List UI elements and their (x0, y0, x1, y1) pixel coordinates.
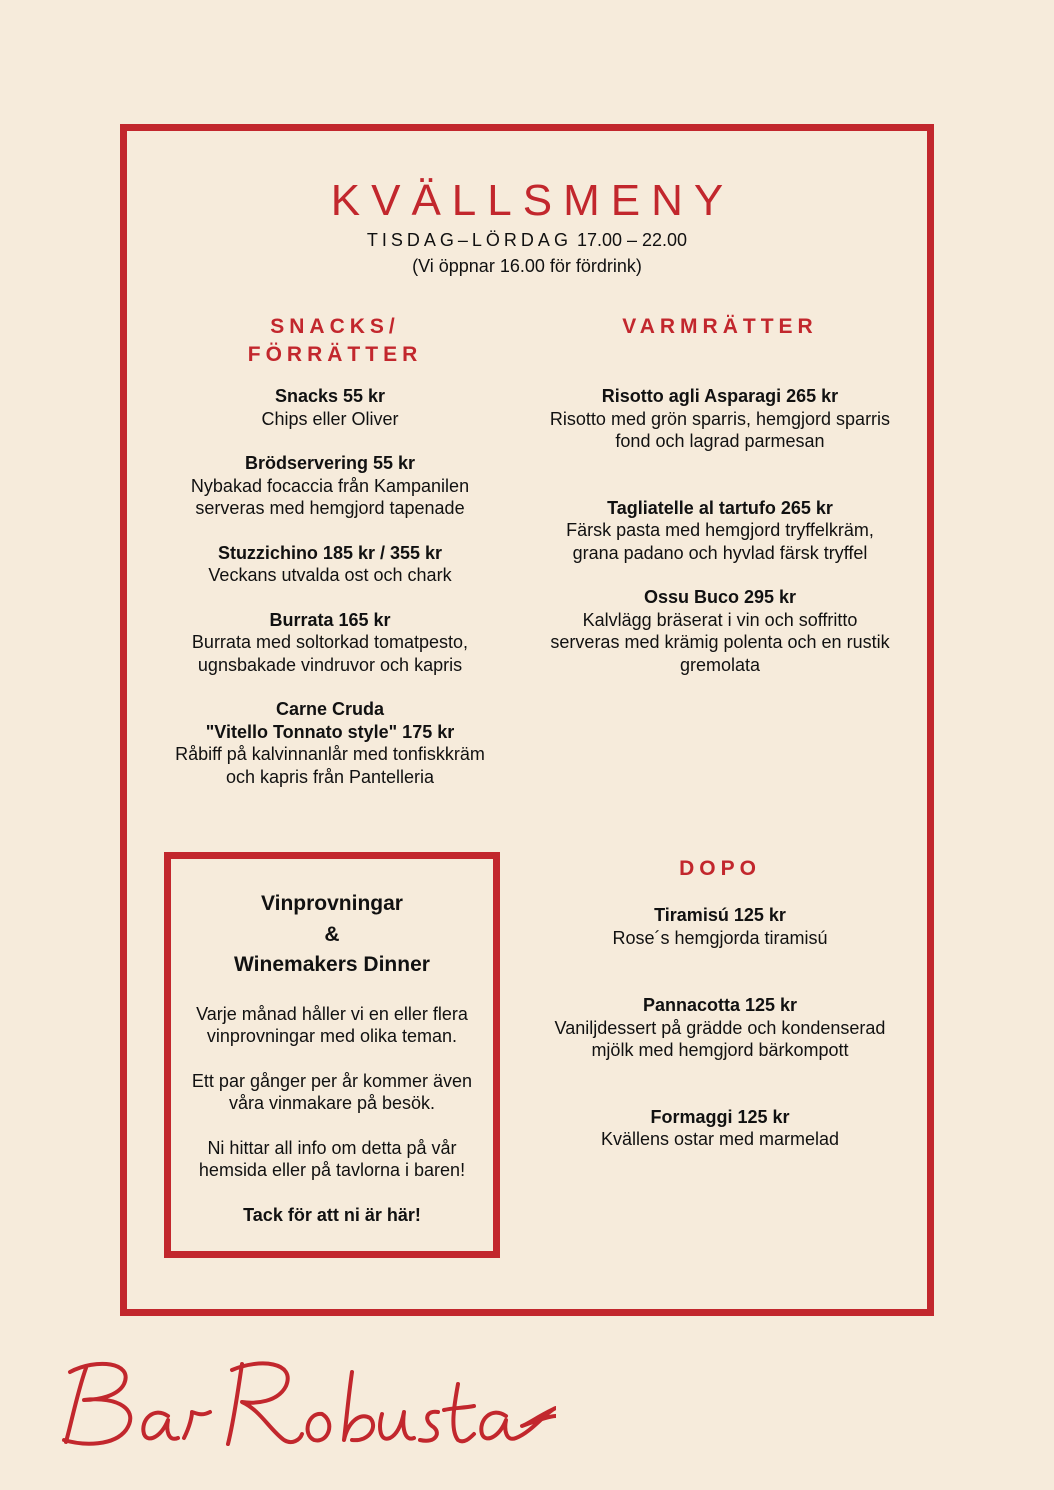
item-desc: Burrata med soltorkad tomatpesto, ugnsbakade vindruvor och kapris (191, 632, 469, 675)
item-desc: Vaniljdessert på grädde och kondenserad mjölk med hemgjord bärkompott (554, 1017, 886, 1060)
wine-events-paragraph: Ni hittar all info om detta på vår hemsida eller på tavlorna i baren! (198, 1137, 466, 1180)
item-name: Risotto agli Asparagi 265 kr (601, 386, 839, 406)
item-name: Pannacotta 125 kr (642, 995, 798, 1015)
dopo-list (520, 904, 920, 1173)
item-name: Snacks 55 kr (274, 386, 386, 406)
item-desc: Nybakad focaccia från Kampanilen serveras med hemgjord tapenade (190, 475, 470, 518)
menu-item (520, 586, 920, 676)
snacks-list (145, 385, 515, 810)
menu-item (145, 698, 515, 788)
item-name: Formaggi 125 kr (650, 1106, 790, 1127)
wine-events-box (164, 852, 500, 1258)
item-desc: Risotto med grön sparris, hemgjord sparris fond och lagrad parmesan (549, 408, 891, 451)
bar-robusta-logo (56, 1350, 556, 1460)
menu-item (520, 994, 920, 1062)
item-desc: Kvällens ostar med marmelad (600, 1129, 840, 1149)
wine-events-paragraph: Varje månad håller vi en eller flera vinprovningar med olika teman. (196, 1003, 468, 1046)
item-name: Ossu Buco 295 kr (643, 587, 797, 607)
mains-heading: VARMRÄTTER (622, 315, 818, 338)
item-name: "Vitello Tonnato style" 175 kr (205, 721, 455, 742)
item-name: Tagliatelle al tartufo 265 kr (607, 497, 833, 518)
item-desc: Rose´s hemgjorda tiramisú (612, 927, 828, 948)
opening-time: 17.00 – 22.00 (576, 230, 688, 250)
wine-events-title: Vinprovningar & Winemakers Dinner (234, 892, 430, 976)
menu-item (520, 904, 920, 949)
item-name: Tiramisú 125 kr (654, 905, 786, 925)
mains-list (520, 385, 920, 698)
menu-title: KVÄLLSMENY (330, 176, 735, 225)
item-desc: Råbiff på kalvinnanlår med tonfiskkräm och kapris från Pantelleria (175, 744, 485, 787)
menu-item (520, 497, 920, 565)
item-name: Carne Cruda (275, 699, 385, 719)
item-name: Stuzzichino 185 kr / 355 kr (217, 542, 443, 563)
opening-days: TISDAG–LÖRDAG (366, 230, 572, 250)
snacks-heading-line2: FÖRRÄTTER (247, 343, 423, 366)
item-name: Brödservering 55 kr (244, 453, 416, 473)
menu-item (145, 385, 515, 430)
menu-item (145, 542, 515, 587)
item-desc: Veckans utvalda ost och chark (208, 565, 452, 585)
dopo-heading: DOPO (679, 857, 761, 880)
menu-item (145, 452, 515, 520)
item-desc: Kalvlägg bräserat i vin och soffritto serveras med krämig polenta och en rustik gremolata (550, 609, 890, 675)
item-name: Burrata 165 kr (269, 609, 391, 630)
opening-note: (Vi öppnar 16.00 för fördrink) (412, 256, 642, 276)
wine-events-thanks: Tack för att ni är här! (243, 1204, 421, 1225)
opening-hours (0, 230, 1054, 251)
menu-item (145, 609, 515, 677)
snacks-heading (195, 313, 475, 369)
wine-events-paragraph: Ett par gånger per år kommer även våra vinmakare på besök. (191, 1070, 473, 1113)
item-desc: Chips eller Oliver (261, 408, 399, 429)
menu-item (520, 1106, 920, 1151)
snacks-heading-line1: SNACKS/ (270, 315, 400, 338)
menu-item (520, 385, 920, 453)
item-desc: Färsk pasta med hemgjord tryffelkräm, grana padano och hyvlad färsk tryffel (566, 520, 874, 563)
